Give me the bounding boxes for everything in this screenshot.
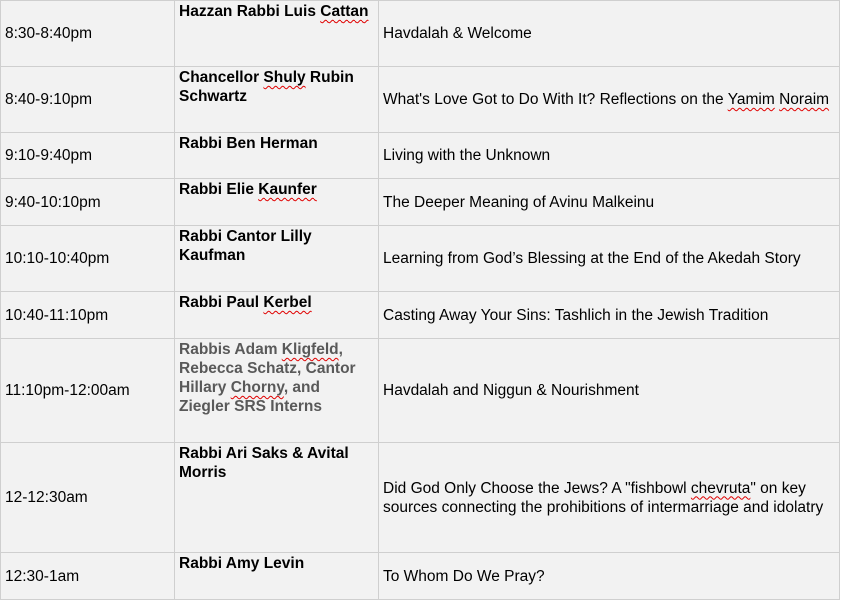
- schedule-row: [1, 179, 840, 226]
- text-segment: Rabbi Paul: [179, 294, 264, 311]
- time-cell: 9:40-10:10pm: [1, 179, 175, 226]
- topic-cell: [379, 226, 840, 292]
- spellcheck-flagged-word: Cattan: [320, 3, 369, 20]
- time-cell: 8:40-9:10pm: [1, 67, 175, 133]
- text-segment: Havdalah and Niggun & Nourishment: [383, 382, 639, 399]
- time-cell: 12-12:30am: [1, 443, 175, 553]
- text-segment: Havdalah & Welcome: [383, 25, 532, 42]
- text-segment: Rabbi Ben Herman: [179, 135, 318, 152]
- text-segment: Rabbi Amy Levin: [179, 555, 305, 572]
- speaker-cell: [175, 553, 379, 600]
- spellcheck-flagged-word: Shuly: [263, 69, 306, 86]
- text-segment: Rubin Schwartz: [179, 69, 354, 105]
- spellcheck-flagged-word: Noraim: [779, 91, 830, 108]
- text-segment: The Deeper Meaning of Avinu Malkeinu: [383, 193, 655, 211]
- spellcheck-flagged-word: Kligfeld: [281, 341, 339, 358]
- spellcheck-flagged-word: Kerbel: [263, 294, 312, 311]
- text-segment: Rabbi Ari Saks & Avital Morris: [179, 445, 349, 481]
- schedule-row: [1, 292, 840, 339]
- speaker-cell: [175, 67, 379, 133]
- topic-cell: [379, 1, 840, 67]
- text-segment: , Rebecca Schatz, Cantor Hillary: [179, 341, 356, 396]
- topic-cell: [379, 179, 840, 226]
- schedule-row: [1, 133, 840, 179]
- spellcheck-flagged-word: Yamim: [727, 91, 775, 108]
- time-cell: 8:30-8:40pm: [1, 1, 175, 67]
- topic-cell: [379, 292, 840, 339]
- speaker-cell: [175, 179, 379, 226]
- speaker-cell: [175, 339, 379, 443]
- topic-cell: [379, 339, 840, 443]
- spellcheck-flagged-word: Chorny: [230, 379, 284, 396]
- text-segment: To Whom Do We Pray?: [383, 567, 545, 585]
- text-segment: Did God Only Choose the Jews? A "fishbowl: [383, 479, 691, 497]
- speaker-cell: [175, 292, 379, 339]
- text-segment: Learning from God’s Blessing at the End of the Akedah Story: [383, 250, 801, 267]
- text-segment: Living with the Unknown: [383, 147, 551, 164]
- time-cell: 10:10-10:40pm: [1, 226, 175, 292]
- text-segment: " on key sources connecting the prohibitions of intermarriage and idolatry: [383, 479, 824, 516]
- speaker-cell: [175, 1, 379, 67]
- schedule-row: [1, 67, 840, 133]
- text-segment: Rabbi Elie: [179, 181, 259, 198]
- schedule-body: [1, 1, 840, 600]
- topic-cell: [379, 553, 840, 600]
- text-segment: What's Love Got to Do With It? Reflections on the: [383, 91, 728, 108]
- time-cell: 12:30-1am: [1, 553, 175, 600]
- schedule-row: [1, 443, 840, 553]
- text-segment: Chancellor: [179, 69, 264, 86]
- spellcheck-flagged-word: chevruta: [690, 479, 751, 497]
- topic-cell: [379, 67, 840, 133]
- text-segment: Rabbis Adam: [179, 341, 282, 358]
- time-cell: 9:10-9:40pm: [1, 133, 175, 179]
- text-segment: Hazzan Rabbi Luis: [179, 3, 321, 20]
- time-cell: 11:10pm-12:00am: [1, 339, 175, 443]
- speaker-cell: [175, 226, 379, 292]
- schedule-row: [1, 339, 840, 443]
- spellcheck-flagged-word: Kaunfer: [258, 181, 317, 198]
- text-segment: Rabbi Cantor Lilly Kaufman: [179, 228, 312, 264]
- schedule-row: [1, 1, 840, 67]
- schedule-row: [1, 553, 840, 600]
- topic-cell: [379, 133, 840, 179]
- speaker-cell: [175, 133, 379, 179]
- text-segment: Casting Away Your Sins: Tashlich in the Jewish Tradition: [383, 306, 769, 324]
- topic-cell: [379, 443, 840, 553]
- schedule-row: [1, 226, 840, 292]
- text-segment: , and Ziegler SRS Interns: [179, 379, 322, 415]
- time-cell: 10:40-11:10pm: [1, 292, 175, 339]
- speaker-cell: [175, 443, 379, 553]
